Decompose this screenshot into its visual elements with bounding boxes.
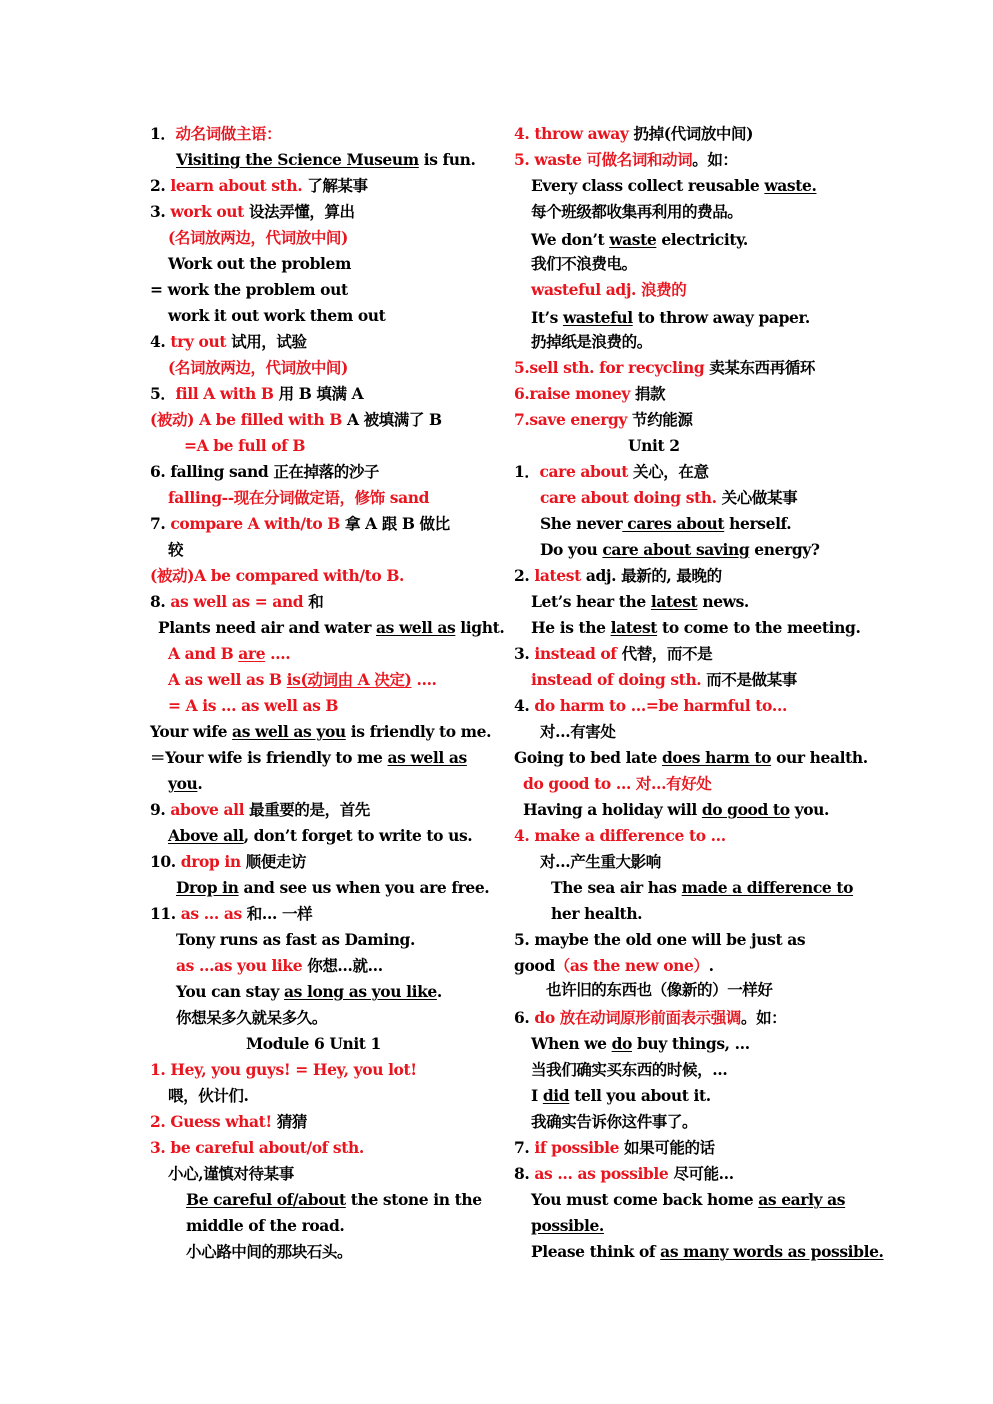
underlined-phrase: as well as you <box>232 722 346 741</box>
highlighted-phrase: do harm to …=be harmful to… <box>534 696 788 715</box>
text-segment: You must come back home <box>531 1190 759 1209</box>
highlighted-phrase: （as the new one） <box>554 956 709 975</box>
highlighted-phrase: fill A with B <box>175 384 274 403</box>
text-line <box>150 1112 307 1132</box>
text-segment: 10. <box>150 852 181 871</box>
text-line <box>150 410 442 430</box>
highlighted-phrase: instead of <box>534 644 617 663</box>
text-segment: 而不是做某事 <box>701 670 797 689</box>
text-line <box>150 332 307 352</box>
highlighted-phrase: …. <box>411 670 437 689</box>
underlined-phrase: Visiting the Science Museum <box>176 150 419 169</box>
text-segment: 节约能源 <box>627 410 693 429</box>
underlined-phrase: as early as <box>758 1190 846 1209</box>
text-line <box>531 1034 750 1054</box>
text-segment: 和… 一样 <box>241 904 313 923</box>
text-segment: 6. <box>514 1008 535 1027</box>
text-segment: 对…有害处 <box>540 722 616 741</box>
text-line <box>168 696 338 716</box>
text-line <box>168 826 472 846</box>
text-segment: 试用，试验 <box>226 332 307 351</box>
text-segment: Do you <box>540 540 603 559</box>
text-line <box>514 696 787 716</box>
text-segment: good <box>514 956 555 975</box>
text-line <box>176 930 415 950</box>
highlighted-phrase: care about doing sth. <box>540 488 717 507</box>
text-line <box>168 488 429 508</box>
text-line <box>531 670 797 690</box>
text-segment: 1． <box>514 462 540 481</box>
text-line <box>150 852 306 872</box>
text-segment: He is the <box>531 618 611 637</box>
text-line <box>531 254 637 274</box>
text-line <box>531 202 742 222</box>
text-segment: 较 <box>168 540 184 559</box>
text-line <box>168 774 202 794</box>
highlighted-phrase: 7.save energy <box>514 410 628 429</box>
text-line <box>168 670 437 690</box>
underlined-phrase: as long as you like <box>284 982 437 1001</box>
text-segment: our health. <box>771 748 868 767</box>
highlighted-phrase: 5. waste <box>514 150 587 169</box>
text-segment: is fun. <box>418 150 476 169</box>
text-segment: 扔掉(代词放中间) <box>628 124 754 143</box>
text-line <box>514 124 753 144</box>
highlighted-phrase: 4. throw away <box>514 124 629 143</box>
text-segment: electricity. <box>656 230 748 249</box>
text-line <box>551 904 642 924</box>
text-line <box>176 956 383 976</box>
text-segment: We don’t <box>531 230 610 249</box>
underlined-phrase: is(动词由 A 决定) <box>286 670 412 689</box>
text-segment: 用 B 填满 A <box>273 384 364 403</box>
underlined-phrase: as well as <box>387 748 467 767</box>
highlighted-phrase: try out <box>170 332 227 351</box>
text-segment: 关心，在意 <box>628 462 709 481</box>
text-segment: You can stay <box>176 982 285 1001</box>
text-segment: 拿 A 跟 B 做比 <box>340 514 450 533</box>
text-segment: . <box>436 982 442 1001</box>
text-line <box>150 592 323 612</box>
underlined-phrase: latest <box>650 592 698 611</box>
text-line <box>514 1008 786 1028</box>
highlighted-phrase: A and B <box>168 644 239 663</box>
text-line <box>540 514 791 534</box>
highlighted-phrase: compare A with/to B <box>170 514 341 533</box>
text-line <box>546 980 773 1000</box>
text-line <box>150 904 312 924</box>
text-line <box>531 592 749 612</box>
text-segment: work it out work them out <box>168 306 386 325</box>
highlighted-phrase: 1. Hey, you guys! = Hey, you lot! <box>150 1060 417 1079</box>
text-line <box>150 1060 417 1080</box>
text-segment: 11. <box>150 904 181 923</box>
text-line <box>150 800 370 820</box>
text-segment: 最重要的是，首先 <box>244 800 370 819</box>
highlighted-phrase: instead of doing sth. <box>531 670 702 689</box>
highlighted-phrase: wasteful adj. 浪费的 <box>531 280 687 299</box>
text-line <box>184 436 305 456</box>
highlighted-phrase: =A be full of B <box>184 436 306 455</box>
text-line <box>523 800 829 820</box>
text-line <box>168 644 290 664</box>
underlined-phrase: wasteful <box>562 308 633 327</box>
text-segment: Let’s hear the <box>531 592 651 611</box>
highlighted-phrase: 5.sell sth. for recycling <box>514 358 705 377</box>
highlighted-phrase: (名词放两边，代词放中间) <box>168 228 348 247</box>
text-segment: = work the problem out <box>150 280 348 299</box>
text-segment: to throw away paper. <box>632 308 810 327</box>
text-segment: Having a holiday will <box>523 800 702 819</box>
highlighted-phrase: drop in <box>180 852 241 871</box>
text-line <box>514 930 805 950</box>
highlighted-phrase: as … as possible <box>534 1164 669 1183</box>
text-segment: 。如： <box>740 1008 787 1027</box>
text-line <box>514 1164 734 1184</box>
text-line <box>531 332 652 352</box>
text-line <box>531 1086 711 1106</box>
text-line <box>150 514 450 534</box>
text-segment: 尽可能… <box>668 1164 734 1183</box>
underlined-phrase: made a difference to <box>681 878 854 897</box>
highlighted-phrase: (被动)A be compared with/to B. <box>150 566 405 585</box>
text-segment: 喂，伙计们. <box>168 1086 249 1105</box>
text-line <box>514 462 709 482</box>
underlined-phrase: does harm to <box>661 748 772 767</box>
highlighted-phrase: as … as <box>180 904 242 923</box>
text-segment: to come to the meeting. <box>657 618 861 637</box>
text-line <box>551 878 853 898</box>
text-line <box>176 982 442 1002</box>
text-segment: Work out the problem <box>168 254 351 273</box>
text-segment: Module 6 Unit 1 <box>246 1034 381 1053</box>
text-line <box>531 1242 884 1262</box>
text-segment: 小心,谨慎对待某事 <box>168 1164 294 1183</box>
text-segment: Every class collect reusable <box>531 176 765 195</box>
text-line <box>176 150 476 170</box>
text-segment: Please think of <box>531 1242 661 1261</box>
highlighted-phrase: do 放在动词原形前面表示强调 <box>534 1008 741 1027</box>
underlined-phrase: as well as <box>375 618 456 637</box>
highlighted-phrase: as well as = and <box>170 592 304 611</box>
highlighted-phrase: if possible <box>534 1138 620 1157</box>
highlighted-phrase: falling--现在分词做定语，修饰 sand <box>168 488 430 507</box>
text-segment: 2. <box>150 176 171 195</box>
text-line <box>523 774 711 794</box>
highlighted-phrase: 2. Guess what! <box>150 1112 272 1131</box>
text-segment: 5. maybe the old one will be just as <box>514 930 806 949</box>
text-line <box>150 462 379 482</box>
text-segment: . <box>708 956 714 975</box>
text-segment: 8. <box>514 1164 535 1183</box>
underlined-phrase: waste <box>609 230 657 249</box>
highlighted-phrase: above all <box>170 800 245 819</box>
text-line <box>150 202 355 222</box>
text-line <box>531 308 810 328</box>
text-segment: tell you about it. <box>569 1086 711 1105</box>
text-segment: energy? <box>749 540 820 559</box>
text-segment: news. <box>697 592 749 611</box>
text-line <box>514 956 714 976</box>
text-line <box>531 1216 604 1236</box>
underlined-phrase: did <box>542 1086 570 1105</box>
text-segment: 你想呆多久就呆多久。 <box>176 1008 328 1027</box>
highlighted-phrase: 3. be careful about/of sth. <box>150 1138 364 1157</box>
text-line <box>514 566 722 586</box>
text-segment: 每个班级都收集再利用的费品。 <box>531 202 743 221</box>
text-segment: 1． <box>150 124 176 143</box>
highlighted-phrase: …. <box>265 644 291 663</box>
text-segment: you. <box>789 800 830 819</box>
text-line <box>514 150 738 170</box>
text-line <box>540 540 820 560</box>
text-segment: She never <box>540 514 623 533</box>
text-segment: 2. <box>514 566 535 585</box>
underlined-phrase: care about saving <box>602 540 750 559</box>
text-segment: buy things, … <box>632 1034 750 1053</box>
underlined-phrase: possible. <box>531 1216 604 1235</box>
underlined-phrase: Drop in <box>176 878 239 897</box>
highlighted-phrase: 可做名词和动词 <box>586 150 693 169</box>
underlined-phrase: Be careful of/about <box>186 1190 346 1209</box>
underlined-phrase: Above all <box>168 826 244 845</box>
text-segment: ＝Your wife is friendly to me <box>150 748 388 767</box>
text-segment: and see us when you are free. <box>238 878 490 897</box>
text-segment: 和 <box>303 592 324 611</box>
text-segment: 我确实告诉你这件事了。 <box>531 1112 698 1131</box>
text-line <box>168 228 348 248</box>
underlined-phrase: are <box>238 644 266 663</box>
highlighted-phrase: A as well as B <box>168 670 287 689</box>
text-segment: 4. <box>514 696 535 715</box>
text-segment: 7. <box>514 1138 535 1157</box>
text-line <box>150 1138 364 1158</box>
underlined-phrase: you <box>168 774 198 793</box>
text-line <box>514 410 692 430</box>
text-segment: adj. 最新的, 最晚的 <box>580 566 722 585</box>
text-segment: A 被填满了 B <box>341 410 442 429</box>
highlighted-phrase: 6.raise money <box>514 384 630 403</box>
text-line <box>246 1034 381 1054</box>
text-line <box>168 358 348 378</box>
text-line <box>176 1008 327 1028</box>
text-segment: 卖某东西再循环 <box>704 358 815 377</box>
text-line <box>168 306 385 326</box>
text-line <box>186 1190 482 1210</box>
text-segment: her health. <box>551 904 643 923</box>
text-segment: 也许旧的东西也（像新的）一样好 <box>546 980 773 999</box>
highlighted-phrase: care about <box>539 462 629 481</box>
underlined-phrase: do good to <box>701 800 790 819</box>
text-line <box>150 722 491 742</box>
text-segment: 猜猜 <box>271 1112 308 1131</box>
text-segment: 对…产生重大影响 <box>540 852 661 871</box>
highlighted-phrase: 动名词做主语： <box>175 124 282 143</box>
text-line <box>514 826 726 846</box>
text-line <box>514 384 665 404</box>
text-segment: 9. <box>150 800 171 819</box>
text-segment: the stone in the <box>345 1190 482 1209</box>
text-line <box>150 124 281 144</box>
text-segment: 我们不浪费电。 <box>531 254 637 273</box>
underlined-phrase: cares about <box>622 514 725 533</box>
highlighted-phrase: (名词放两边，代词放中间) <box>168 358 348 377</box>
text-segment: 6. falling sand 正在掉落的沙子 <box>150 462 380 481</box>
text-line <box>150 566 404 586</box>
text-segment: 5． <box>150 384 176 403</box>
text-segment: It’s <box>531 308 563 327</box>
text-segment: 扔掉纸是浪费的。 <box>531 332 652 351</box>
text-line <box>186 1216 344 1236</box>
text-line <box>531 618 860 638</box>
text-segment: 4. <box>150 332 171 351</box>
text-line <box>514 644 712 664</box>
text-line <box>531 1112 697 1132</box>
highlighted-phrase: learn about sth. <box>170 176 303 195</box>
text-segment: 如果可能的话 <box>619 1138 715 1157</box>
text-segment: is friendly to me. <box>345 722 492 741</box>
text-line <box>150 748 467 768</box>
text-segment: . <box>197 774 203 793</box>
underlined-phrase: waste. <box>764 176 817 195</box>
text-segment: herself. <box>724 514 792 533</box>
text-segment: 3. <box>514 644 535 663</box>
text-line <box>540 722 616 742</box>
text-segment: 。如： <box>692 150 738 169</box>
text-line <box>531 280 686 300</box>
text-segment: 8. <box>150 592 171 611</box>
text-segment: middle of the road. <box>186 1216 345 1235</box>
text-segment: light. <box>455 618 505 637</box>
text-line <box>150 280 348 300</box>
text-segment: 设法弄懂，算出 <box>243 202 355 221</box>
highlighted-phrase: do good to … 对…有好处 <box>523 774 712 793</box>
text-line <box>514 1138 715 1158</box>
text-line <box>540 488 797 508</box>
text-segment: 关心做某事 <box>716 488 798 507</box>
highlighted-phrase: (被动) A be filled with B <box>150 410 342 429</box>
text-line <box>514 748 868 768</box>
text-segment: Going to bed late <box>514 748 662 767</box>
text-line <box>158 618 504 638</box>
text-line <box>186 1242 352 1262</box>
text-segment: 当我们确实买东西的时候，… <box>531 1060 728 1079</box>
text-segment: 小心路中间的那块石头。 <box>186 1242 353 1261</box>
highlighted-phrase: latest <box>534 566 581 585</box>
text-segment: 你想…就… <box>302 956 383 975</box>
underlined-phrase: do <box>611 1034 632 1053</box>
text-segment: Plants need air and water <box>158 618 376 637</box>
text-line <box>514 358 815 378</box>
text-segment: 代替，而不是 <box>616 644 713 663</box>
text-line <box>628 436 680 456</box>
text-line <box>168 1164 294 1184</box>
text-line <box>531 230 748 250</box>
text-segment: 7. <box>150 514 171 533</box>
text-line <box>168 540 183 560</box>
text-segment: 3. <box>150 202 171 221</box>
highlighted-phrase: as …as you like <box>176 956 303 975</box>
text-line <box>168 1086 249 1106</box>
text-line <box>531 1060 727 1080</box>
text-segment: 顺便走访 <box>240 852 307 871</box>
text-line <box>150 384 363 404</box>
text-segment: 了解某事 <box>302 176 368 195</box>
text-line <box>176 878 489 898</box>
text-line <box>168 254 351 274</box>
text-line <box>531 176 816 196</box>
text-line <box>150 176 368 196</box>
underlined-phrase: latest <box>610 618 658 637</box>
text-segment: I <box>531 1086 543 1105</box>
text-segment: Tony runs as fast as Daming. <box>176 930 415 949</box>
text-segment: , don’t forget to write to us. <box>243 826 473 845</box>
text-segment: The sea air has <box>551 878 682 897</box>
text-segment: Your wife <box>150 722 233 741</box>
highlighted-phrase: 4. make a difference to … <box>514 826 726 845</box>
text-line <box>540 852 661 872</box>
text-segment: Unit 2 <box>628 436 680 455</box>
text-line <box>531 1190 845 1210</box>
underlined-phrase: as many words as possible. <box>660 1242 884 1261</box>
highlighted-phrase: work out <box>170 202 244 221</box>
highlighted-phrase: = A is … as well as B <box>168 696 339 715</box>
text-segment: When we <box>531 1034 612 1053</box>
text-segment: 捐款 <box>629 384 666 403</box>
